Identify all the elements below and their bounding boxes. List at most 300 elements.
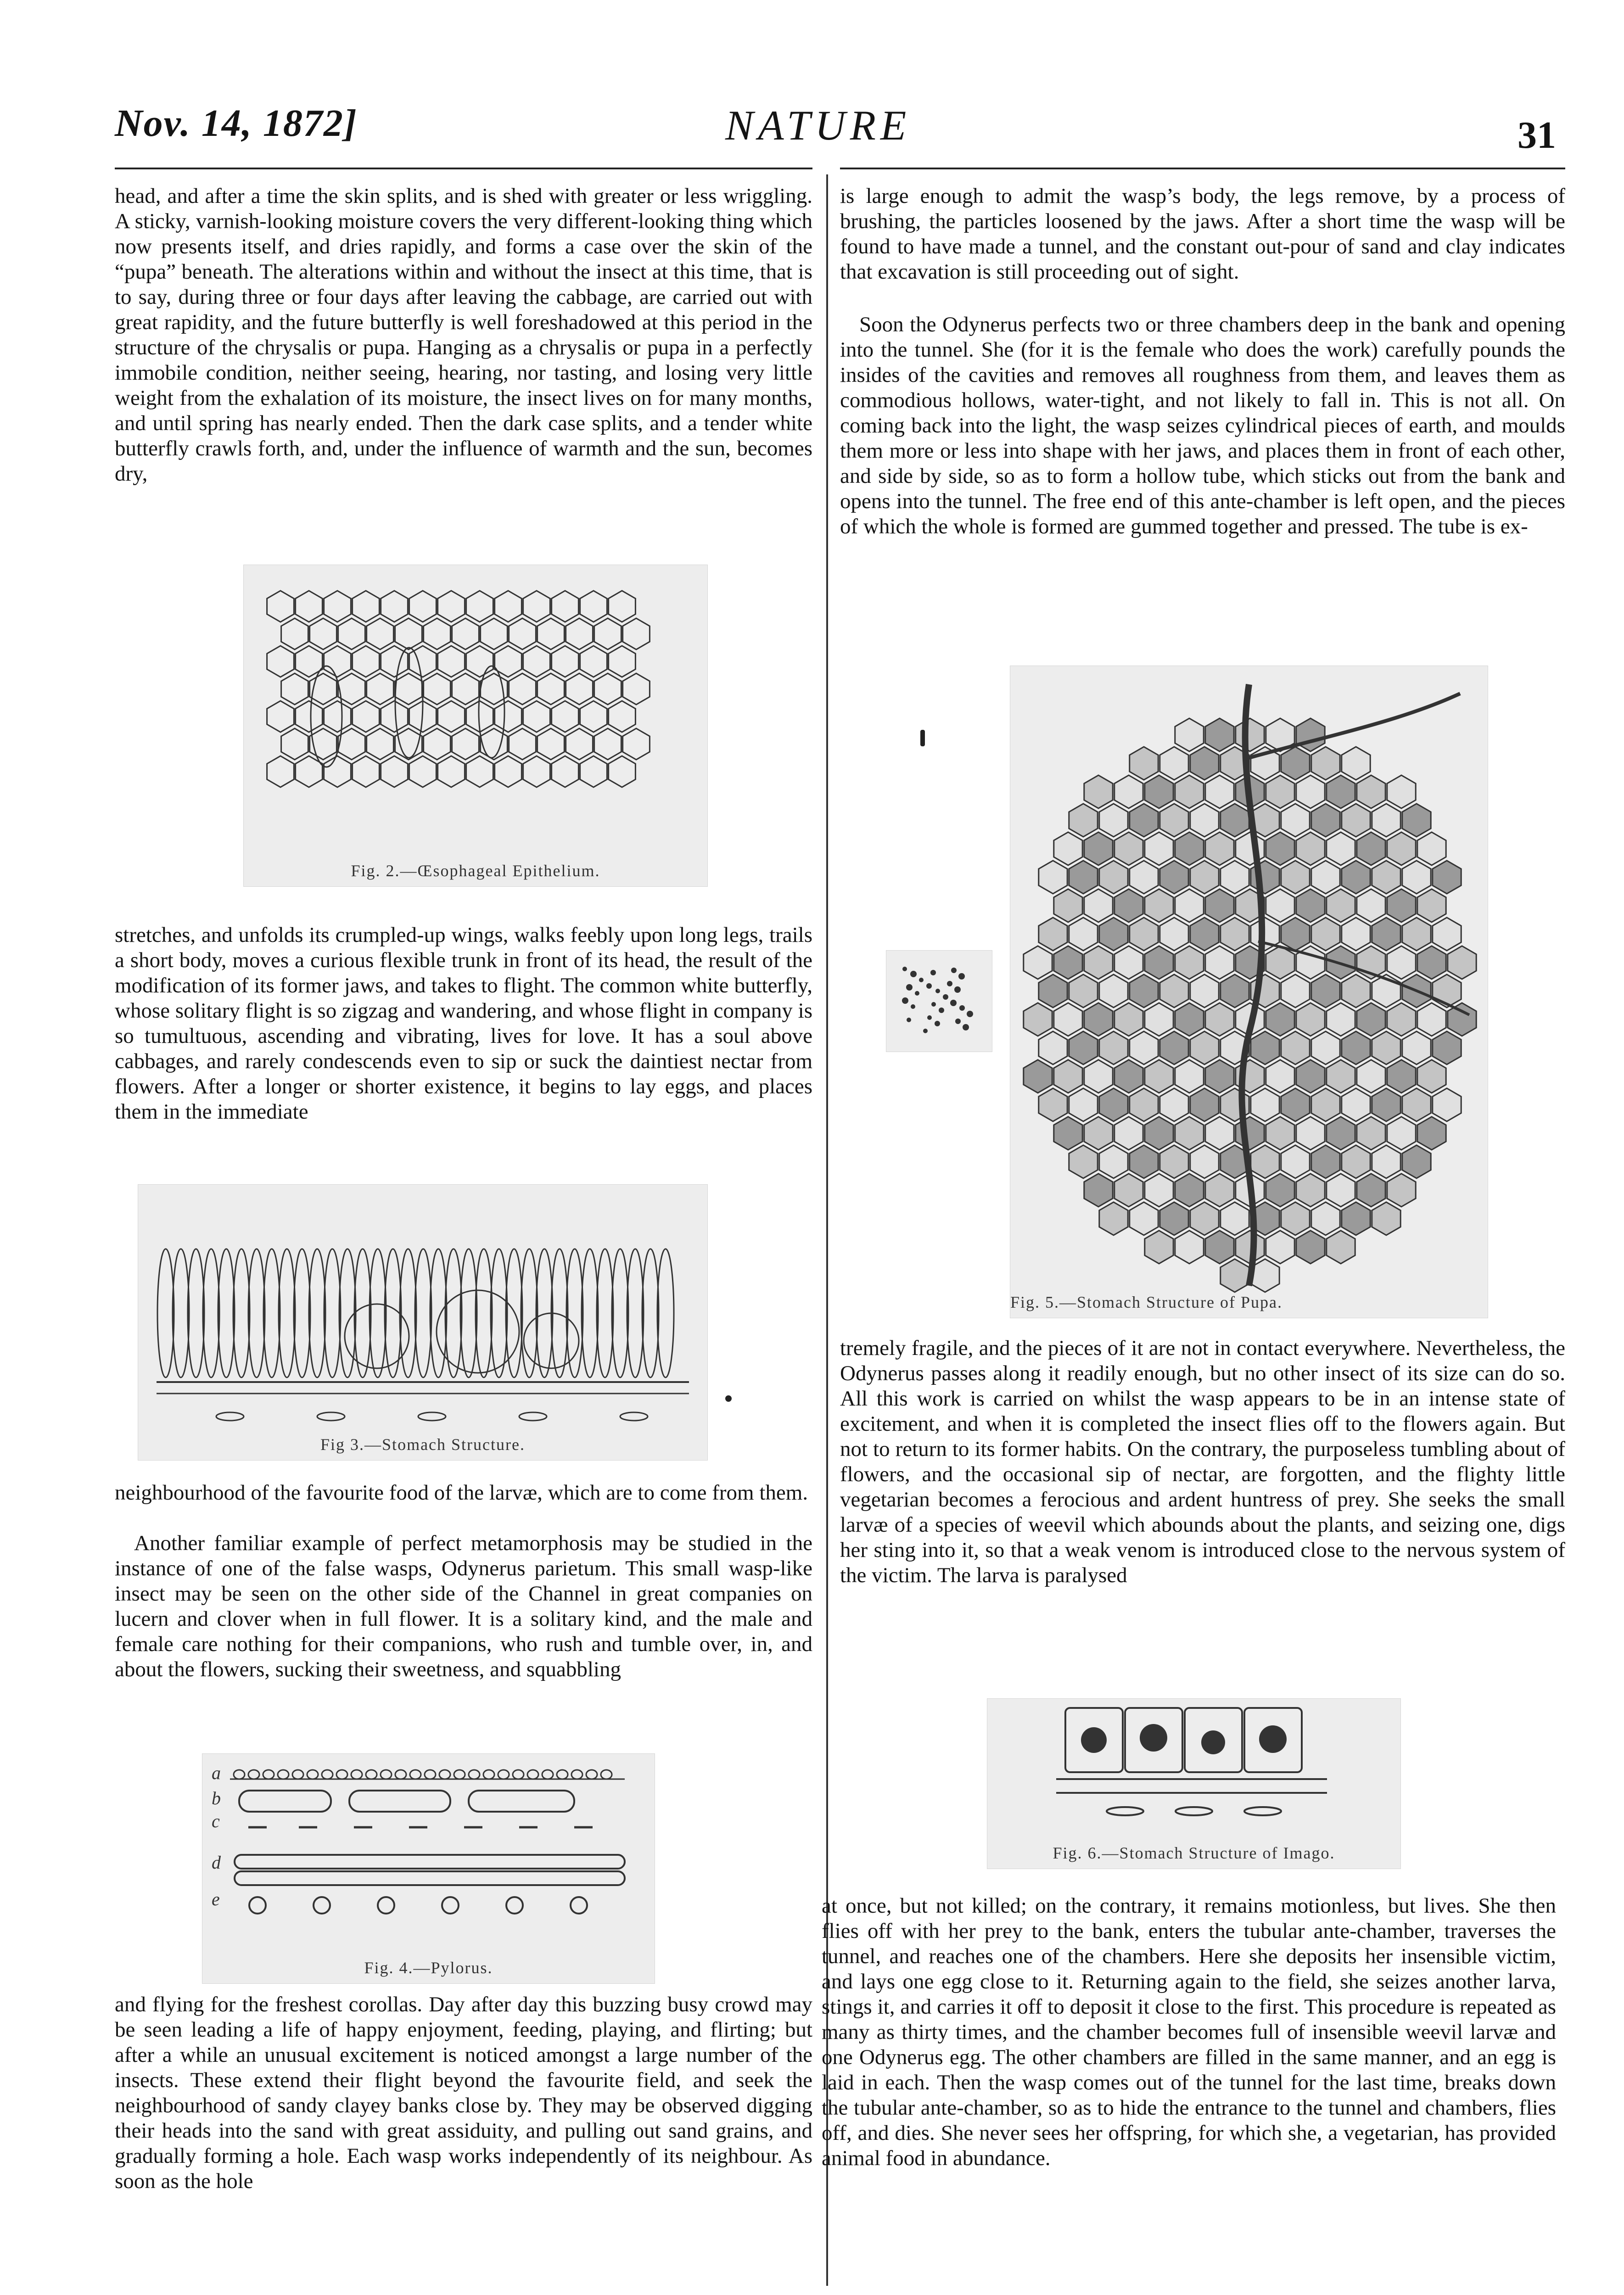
- elongated-cell: [479, 666, 504, 758]
- cell: [1342, 974, 1370, 1008]
- cell: [1039, 918, 1067, 951]
- cell: [1357, 889, 1385, 922]
- label-a: a: [212, 1763, 221, 1783]
- granule: [943, 994, 948, 1000]
- cell: [1190, 1088, 1219, 1121]
- cell: [1130, 1088, 1158, 1121]
- granule: [935, 989, 940, 993]
- cell: [1251, 1031, 1279, 1064]
- ink-mark: [920, 730, 925, 746]
- cell: [523, 701, 550, 732]
- cell: [523, 591, 550, 622]
- cell: [1130, 1145, 1158, 1178]
- cell: [1160, 861, 1188, 894]
- cell: [1039, 1031, 1067, 1064]
- villus: [542, 1770, 553, 1779]
- pylorus-illustration: [202, 1754, 655, 1983]
- cell: [1296, 832, 1325, 865]
- cell: [1160, 1202, 1188, 1235]
- cell: [438, 701, 465, 732]
- villus: [351, 1770, 362, 1779]
- cell: [1145, 946, 1173, 979]
- cell: [1069, 861, 1098, 894]
- cell: [1190, 861, 1219, 894]
- cell: [1099, 1031, 1128, 1064]
- cell: [1099, 1202, 1128, 1235]
- cell: [609, 701, 636, 732]
- cell: [1160, 918, 1188, 951]
- cell: [1069, 1088, 1098, 1121]
- cell: [1296, 1117, 1325, 1150]
- cell: [1205, 1231, 1234, 1264]
- cell: [267, 591, 294, 622]
- cell: [424, 673, 451, 705]
- granule: [939, 1008, 944, 1013]
- paragraph: stretches, and unfolds its crumpled-up wings, walks feebly upon long legs, trails a short body, moves a curious flexible trunk in front of its head, the result of the modification of its former jaws, and takes to flight. The common white butterfly, whose solitary flight is so zigzag and wandering, and whose flight in company is so tumultuous, ascending and vibrating, lives for love. It has a soul above cabbages, and rarely condescends even to sip or suck the daintiest nectar from flowers. After a longer or shorter existence, it begins to lay eggs, and places them in the immediate: [115, 923, 812, 1124]
- granule: [947, 981, 952, 986]
- cell: [1069, 918, 1098, 951]
- cell: [1266, 946, 1294, 979]
- cell: [452, 618, 479, 649]
- cell: [1372, 861, 1400, 894]
- cell: [1054, 889, 1082, 922]
- villus: [307, 1770, 318, 1779]
- cell: [1327, 1174, 1355, 1207]
- columnar-cell: [491, 1249, 507, 1377]
- cell: [1327, 1231, 1355, 1264]
- cell: [1342, 1202, 1370, 1235]
- cell: [594, 673, 622, 705]
- cell: [267, 646, 294, 677]
- cell: [1448, 946, 1476, 979]
- villus: [322, 1770, 333, 1779]
- figure-caption: Fig. 5.—Stomach Structure of Pupa.: [1010, 1293, 1282, 1311]
- cell: [1160, 747, 1188, 780]
- cell: [267, 701, 294, 732]
- granule: [915, 991, 919, 996]
- columnar-cell: [627, 1249, 644, 1377]
- cell: [1266, 1003, 1294, 1036]
- villus: [571, 1770, 582, 1779]
- figure-inset-granules: [886, 950, 992, 1052]
- cell: [1266, 889, 1294, 922]
- cell: [310, 618, 337, 649]
- cell: [1357, 1174, 1385, 1207]
- cell: [1296, 1174, 1325, 1207]
- columnar-cell: [476, 1249, 492, 1377]
- cell: [1311, 747, 1340, 780]
- columnar-cell: [415, 1249, 431, 1377]
- label-d: d: [212, 1852, 221, 1873]
- cell: [1342, 804, 1370, 837]
- elongated-cell: [311, 666, 342, 767]
- cell: [566, 673, 593, 705]
- cell: [395, 618, 422, 649]
- columnar-cell: [597, 1249, 613, 1377]
- cell: [1342, 861, 1370, 894]
- cell: [1266, 1174, 1294, 1207]
- column-left-4: [115, 1992, 812, 2258]
- cell: [1205, 889, 1234, 922]
- cell: [1342, 1088, 1370, 1121]
- cell: [353, 646, 380, 677]
- cell: [1190, 747, 1219, 780]
- cell: [1130, 918, 1158, 951]
- cell: [1114, 1060, 1143, 1093]
- cell: [609, 756, 636, 787]
- cell: [1221, 861, 1249, 894]
- cell: [1417, 1060, 1446, 1093]
- cell: [367, 728, 394, 760]
- cell: [1402, 804, 1431, 837]
- cell: [1145, 889, 1173, 922]
- cell: [1084, 889, 1113, 922]
- villus: [292, 1770, 303, 1779]
- columnar-cell: [354, 1249, 371, 1377]
- granule: [919, 978, 924, 982]
- cell: [609, 646, 636, 677]
- cell: [1281, 918, 1310, 951]
- granule: [935, 1021, 940, 1026]
- cell: [452, 728, 479, 760]
- granule: [963, 1024, 969, 1030]
- cell: [1417, 889, 1446, 922]
- cell: [1417, 1003, 1446, 1036]
- villus: [439, 1770, 450, 1779]
- cell: [1054, 1117, 1082, 1150]
- villus: [527, 1770, 538, 1779]
- cell: [409, 591, 437, 622]
- cell: [538, 618, 565, 649]
- cell: [1372, 1202, 1400, 1235]
- cell: [424, 618, 451, 649]
- granule: [959, 1005, 965, 1011]
- cell: [1084, 832, 1113, 865]
- cell: [509, 728, 536, 760]
- villus: [601, 1770, 612, 1779]
- cell: [1433, 1031, 1461, 1064]
- label-e: e: [212, 1889, 220, 1909]
- label-c: c: [212, 1811, 220, 1831]
- page-number: 31: [1518, 114, 1556, 157]
- cell: [1387, 1060, 1416, 1093]
- columnar-cell: [445, 1249, 462, 1377]
- cell: [1296, 1060, 1325, 1093]
- cell: [1311, 804, 1340, 837]
- columnar-cell: [430, 1249, 447, 1377]
- cell: [580, 646, 607, 677]
- cell: [1024, 1003, 1052, 1036]
- cell: [495, 701, 522, 732]
- cell: [1160, 804, 1188, 837]
- cell: [1175, 1117, 1204, 1150]
- columnar-cell: [188, 1249, 204, 1377]
- paragraph: Soon the Odynerus perfects two or three chambers deep in the bank and opening into the tunnel. She (for it is the female who does the work) carefully pounds the insides of the cavities and removes all roughness from them, and leaves them as commodious hollows, water-tight, and not likely to fall in. This is not all. On coming back into the light, the wasp seizes cylindrical pieces of earth, and moulds them more or less into shape with her jaws, and places them in front of each other, and side by side, so as to form a hollow tube, which sticks out from the bank and opens into the tunnel. The free end of this ante-chamber is left open, and the pieces of which the whole is formed are gummed together and pressed. The tube is ex-: [840, 313, 1565, 538]
- cell: [1039, 974, 1067, 1008]
- cell: [1266, 775, 1294, 808]
- paragraph: and flying for the freshest corollas. Day after day this buzzing busy crowd may be seen leading a life of happy enjoyment, feeding, playing, and flirting; but after a while an unusual excitement is noticed amongst a large number of the insects. These extend their flight beyond the favourite field, and seek the neighbourhood of sandy clayey banks close by. They may be observed digging their heads into the sand with great assiduity, and pulling out sand grains, and gradually forming a hole. Each wasp works independently of its neighbour. As soon as the hole: [115, 1993, 812, 2193]
- cell: [1084, 775, 1113, 808]
- columnar-cell: [157, 1249, 174, 1377]
- cell: [395, 673, 422, 705]
- cell: [1145, 1231, 1173, 1264]
- cell: [1175, 775, 1204, 808]
- cell: [1205, 1117, 1234, 1150]
- stomach-illustration: [138, 1185, 707, 1460]
- cell: [552, 646, 579, 677]
- columnar-cell: [566, 1249, 583, 1377]
- cell: [495, 591, 522, 622]
- cell: [1160, 1031, 1188, 1064]
- columnar-cell: [248, 1249, 265, 1377]
- cell: [338, 673, 365, 705]
- cell: [1160, 974, 1188, 1008]
- cell: [1190, 1145, 1219, 1178]
- villus: [263, 1770, 274, 1779]
- cell: [580, 591, 607, 622]
- cell: [1311, 861, 1340, 894]
- cell: [1372, 918, 1400, 951]
- cell: [1266, 1060, 1294, 1093]
- cell: [1387, 889, 1416, 922]
- cell: [1175, 889, 1204, 922]
- column-right: [840, 184, 1565, 640]
- villus: [234, 1770, 245, 1779]
- granule: [910, 971, 917, 977]
- column-right-3: [822, 1893, 1556, 2295]
- cell: [1433, 918, 1461, 951]
- epithelium-illustration: [244, 565, 707, 886]
- cell: [281, 728, 308, 760]
- cell: [1221, 974, 1249, 1008]
- cell: [1114, 1174, 1143, 1207]
- cell: [1342, 1031, 1370, 1064]
- cell: [324, 701, 351, 732]
- villus: [366, 1770, 377, 1779]
- cell: [324, 756, 351, 787]
- granule: [954, 986, 961, 993]
- cell: [466, 591, 493, 622]
- cell: [1205, 775, 1234, 808]
- cell: [1296, 1003, 1325, 1036]
- cell: [1054, 946, 1082, 979]
- villus: [278, 1770, 289, 1779]
- cell: [1145, 1003, 1173, 1036]
- cell: [1114, 946, 1143, 979]
- cell: [1145, 1174, 1173, 1207]
- journal-title: NATURE: [725, 102, 911, 149]
- cell: [538, 728, 565, 760]
- cell: [1084, 1060, 1113, 1093]
- cell: [1114, 1003, 1143, 1036]
- cell: [580, 756, 607, 787]
- figure-pylorus: [202, 1753, 655, 1984]
- cell: [1205, 1060, 1234, 1093]
- cell: [1281, 974, 1310, 1008]
- header-rule-right: [840, 168, 1565, 169]
- column-right-2: [840, 1336, 1565, 1664]
- cell: [1145, 832, 1173, 865]
- cell: [1372, 804, 1400, 837]
- cell: [1281, 1031, 1310, 1064]
- cell: [1084, 1174, 1113, 1207]
- cell: [1175, 718, 1204, 751]
- cell: [1266, 832, 1294, 865]
- cell: [1266, 1117, 1294, 1150]
- granule: [906, 984, 913, 991]
- columnar-cell: [263, 1249, 280, 1377]
- cell: [1417, 946, 1446, 979]
- cell: [1205, 832, 1234, 865]
- cell: [1221, 804, 1249, 837]
- cell: [1084, 1003, 1113, 1036]
- cell: [338, 728, 365, 760]
- granule: [927, 1015, 932, 1020]
- figure-stomach-structure-imago: [987, 1698, 1401, 1869]
- cell: [1251, 1145, 1279, 1178]
- cell: [1402, 1088, 1431, 1121]
- columnar-cell: [642, 1249, 659, 1377]
- cell: [1114, 832, 1143, 865]
- granule: [902, 997, 908, 1004]
- columnar-cell: [612, 1249, 628, 1377]
- cell: [1190, 918, 1219, 951]
- granule: [911, 1004, 915, 1009]
- cell: [1281, 1202, 1310, 1235]
- cell: [1357, 832, 1385, 865]
- granule: [951, 968, 957, 973]
- cell: [1205, 946, 1234, 979]
- cell: [367, 673, 394, 705]
- cell: [1130, 804, 1158, 837]
- villus: [586, 1770, 597, 1779]
- cell: [623, 728, 650, 760]
- cell: [409, 756, 437, 787]
- cell: [438, 591, 465, 622]
- cell: [1387, 1003, 1416, 1036]
- paragraph: neighbourhood of the favourite food of the larvæ, which are to come from them.: [115, 1481, 808, 1505]
- cell: [1357, 1003, 1385, 1036]
- granule: [958, 973, 965, 980]
- cell: [353, 701, 380, 732]
- cell: [1054, 832, 1082, 865]
- cell: [424, 728, 451, 760]
- cell: [466, 756, 493, 787]
- cell: [566, 728, 593, 760]
- cell: [353, 756, 380, 787]
- cell: [1175, 1174, 1204, 1207]
- cell: [1402, 861, 1431, 894]
- cell: [1190, 1031, 1219, 1064]
- cell: [1130, 861, 1158, 894]
- cell: [1069, 1031, 1098, 1064]
- cell: [1387, 946, 1416, 979]
- figure-caption: Fig. 4.—Pylorus.: [364, 1959, 493, 1977]
- villus: [557, 1770, 568, 1779]
- cell: [1221, 918, 1249, 951]
- cell: [1311, 1031, 1340, 1064]
- cell: [1039, 1088, 1067, 1121]
- villus: [483, 1770, 494, 1779]
- cell: [1069, 974, 1098, 1008]
- cell: [1205, 1003, 1234, 1036]
- paragraph: head, and after a time the skin splits, and is shed with greater or less wriggling. A sticky, varnish-looking moisture covers the very different-looking thing which now presents itself, and dries rapidly, and forms a case over the skin of the “pupa” beneath. The alterations within and without the insect at this time, that is to say, during three or four days after leaving the cabbage, are carried out with great rapidity, and the future butterfly is well foreshadowed at this period in the structure of the chrysalis or pupa. Hanging as a chrysalis or pupa in a perfectly immobile condition, neither seeing, hearing, nor tasting, and losing very little weight from the exhalation of its moisture, the insect lives on for many months, and until spring has nearly ended. Then the dark case splits, and a tender white butterfly crawls forth, and, under the influence of warmth and the sun, becomes dry,: [115, 184, 812, 486]
- cell: [1296, 718, 1325, 751]
- columnar-cell: [370, 1249, 386, 1377]
- granules-illustration: [886, 951, 992, 1052]
- cell: [1145, 1117, 1173, 1150]
- figure-stomach-structure: [138, 1184, 708, 1461]
- cell: [1130, 1202, 1158, 1235]
- cell: [1281, 747, 1310, 780]
- villus: [381, 1770, 392, 1779]
- granule: [902, 967, 907, 971]
- cell: [1311, 1088, 1340, 1121]
- columnar-cell: [294, 1249, 310, 1377]
- cell: [1402, 918, 1431, 951]
- cell: [481, 618, 508, 649]
- cell: [1417, 1117, 1446, 1150]
- cell: [1054, 1003, 1082, 1036]
- cell: [623, 618, 650, 649]
- cell: [1266, 1231, 1294, 1264]
- cell: [1190, 1202, 1219, 1235]
- cell: [1145, 1060, 1173, 1093]
- cell: [296, 701, 323, 732]
- cell: [509, 673, 536, 705]
- cell: [552, 701, 579, 732]
- cell: [1357, 775, 1385, 808]
- granule: [950, 1000, 957, 1006]
- cell: [353, 591, 380, 622]
- villus: [248, 1770, 259, 1779]
- cell: [1357, 1117, 1385, 1150]
- cell: [324, 591, 351, 622]
- cell: [1130, 1031, 1158, 1064]
- cell: [1433, 861, 1461, 894]
- villus: [336, 1770, 347, 1779]
- cell: [338, 618, 365, 649]
- cell: [1084, 946, 1113, 979]
- cell: [267, 756, 294, 787]
- cell: [1296, 775, 1325, 808]
- cell: [1099, 804, 1128, 837]
- granule: [907, 1018, 911, 1022]
- page-header: [115, 96, 1565, 161]
- cell: [1114, 889, 1143, 922]
- cell: [438, 646, 465, 677]
- columnar-cell: [233, 1249, 250, 1377]
- label-b: b: [212, 1788, 221, 1808]
- columnar-cell: [657, 1249, 674, 1377]
- cell: [1114, 1117, 1143, 1150]
- cell: [594, 618, 622, 649]
- cell: [523, 646, 550, 677]
- cell: [1175, 1060, 1204, 1093]
- cell: [1190, 974, 1219, 1008]
- villus: [498, 1770, 509, 1779]
- cell: [1387, 775, 1416, 808]
- cell: [1281, 1088, 1310, 1121]
- paragraph: Another familiar example of perfect metamorphosis may be studied in the instance of one of the false wasps, Odynerus parietum. This small wasp-like insect may be seen on the other side of the Channel in great companies on lucern and clover when in full flower. It is a solitary kind, and the male and female care nothing for their companions, who rush and tumble over, in, and about the flowers, sucking their sweetness, and squabbling: [115, 1531, 812, 1681]
- cell: [1402, 1145, 1431, 1178]
- cell: [1099, 974, 1128, 1008]
- cell: [594, 728, 622, 760]
- cell: [609, 591, 636, 622]
- columnar-cell: [173, 1249, 189, 1377]
- figure-stomach-structure-pupa: [1010, 666, 1488, 1318]
- cell: [623, 673, 650, 705]
